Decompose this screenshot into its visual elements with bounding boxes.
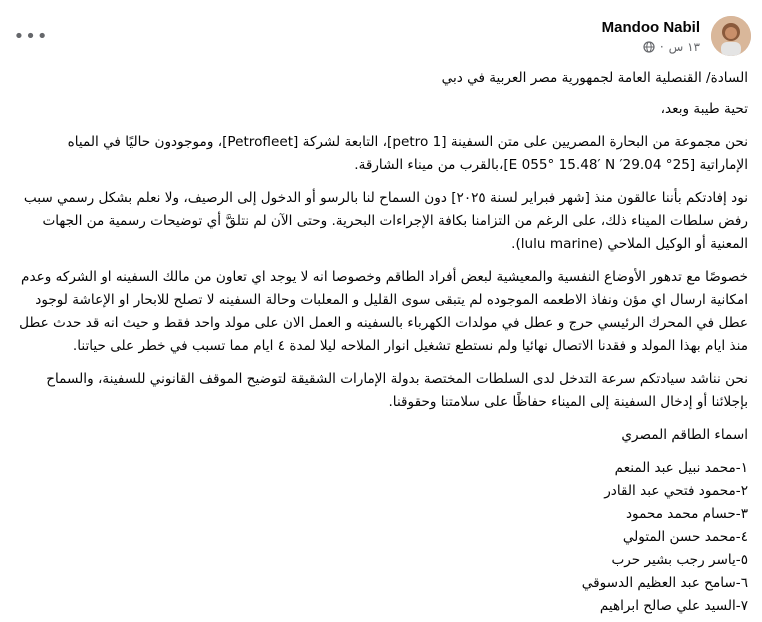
post-body [18, 67, 748, 618]
post-meta [602, 40, 700, 54]
post-addressee: السادة/ القنصلية العامة لجمهورية مصر العربية في دبي [441, 70, 748, 86]
crew-heading: اسماء الطاقم المصري [621, 427, 748, 443]
crew-member: ٣-حسام محمد محمود [626, 506, 748, 522]
post-salutation: تحية طيبة وبعد، [660, 101, 748, 117]
post-time[interactable]: ١٣ س [668, 40, 700, 54]
avatar-image [711, 16, 751, 56]
post-header [602, 19, 700, 54]
crew-member: ٥-ياسر رجب بشير حرب [611, 552, 748, 568]
post-paragraph-situation: نود إفادتكم بأننا عالقون منذ [شهر فبراير لسنة ٢٠٢٥] دون السماح لنا بالرسو أو الدخول إلى الرصيف، ولا نعلم بشكل رسمي سبب رفض سلطات الميناء ذلك، على الرغم من التزامنا بكافة الإجراءات البحرية. وحتى الآن لم نتلقَّ أي توضيحات رسمية من الجهات المعنية أو الوكيل الملاحي (lulu marine). [23, 190, 748, 252]
meta-separator: · [659, 40, 664, 54]
crew-member: ٧-السيد علي صالح ابراهيم [599, 598, 748, 614]
avatar[interactable] [711, 16, 751, 56]
post-paragraph-conditions: خصوصًا مع تدهور الأوضاع النفسية والمعيشية لبعض أفراد الطاقم وخصوصا انه لا يوجد اي تعاون من مالك السفينه او الشركه وعدم امكانية ارسال اي مؤن ونفاذ الاطعمه الموجوده لم يتبقى سوى القليل و المعلبات وحالة السفينه لا تصلح للابحار او الإعاشة لوجود عطل في المحرك الرئيسي حرج و عطل في مولدات الكهرباء بالسفينه و العمل الان على مولد واحد فقط و حيث انه قد حدث عطل منذ ايام بهذا المولد و فقدنا الاتصال نهائيا ولم نستطع تشغيل انوار الملاحه ليلا لمدة ٤ ايام مما تسبب في خطر على حياتنا. [19, 269, 748, 354]
globe-icon[interactable] [643, 41, 655, 53]
more-horizontal-icon: ••• [13, 25, 49, 47]
crew-member: ١-محمد نبيل عبد المنعم [614, 460, 748, 476]
author-name[interactable]: Mandoo Nabil [601, 19, 700, 36]
post-paragraph-appeal: نحن نناشد سيادتكم سرعة التدخل لدى السلطات المختصة بدولة الإمارات الشقيقة لتوضيح الموقف القانوني للسفينة، والسماح بإجلائنا أو إدخال السفينة إلى الميناء حفاظًا على سلامتنا وحقوقنا. [46, 371, 748, 410]
crew-member: ٢-محمود فتحي عبد القادر [604, 483, 748, 499]
crew-list [18, 457, 748, 618]
more-options-button[interactable] [13, 25, 49, 47]
crew-member: ٤-محمد حسن المتولي [622, 529, 748, 545]
post-paragraph-intro: نحن مجموعة من البحارة المصريين على متن السفينة [petro 1]، التابعة لشركة [Petrofleet]، وموجودون حاليًا في المياه الإماراتية [25° 29.04′ E 055° 15.48′ N]،بالقرب من ميناء الشارقة. [67, 134, 748, 173]
crew-member: ٦-سامح عبد العظيم الدسوقي [581, 575, 748, 591]
